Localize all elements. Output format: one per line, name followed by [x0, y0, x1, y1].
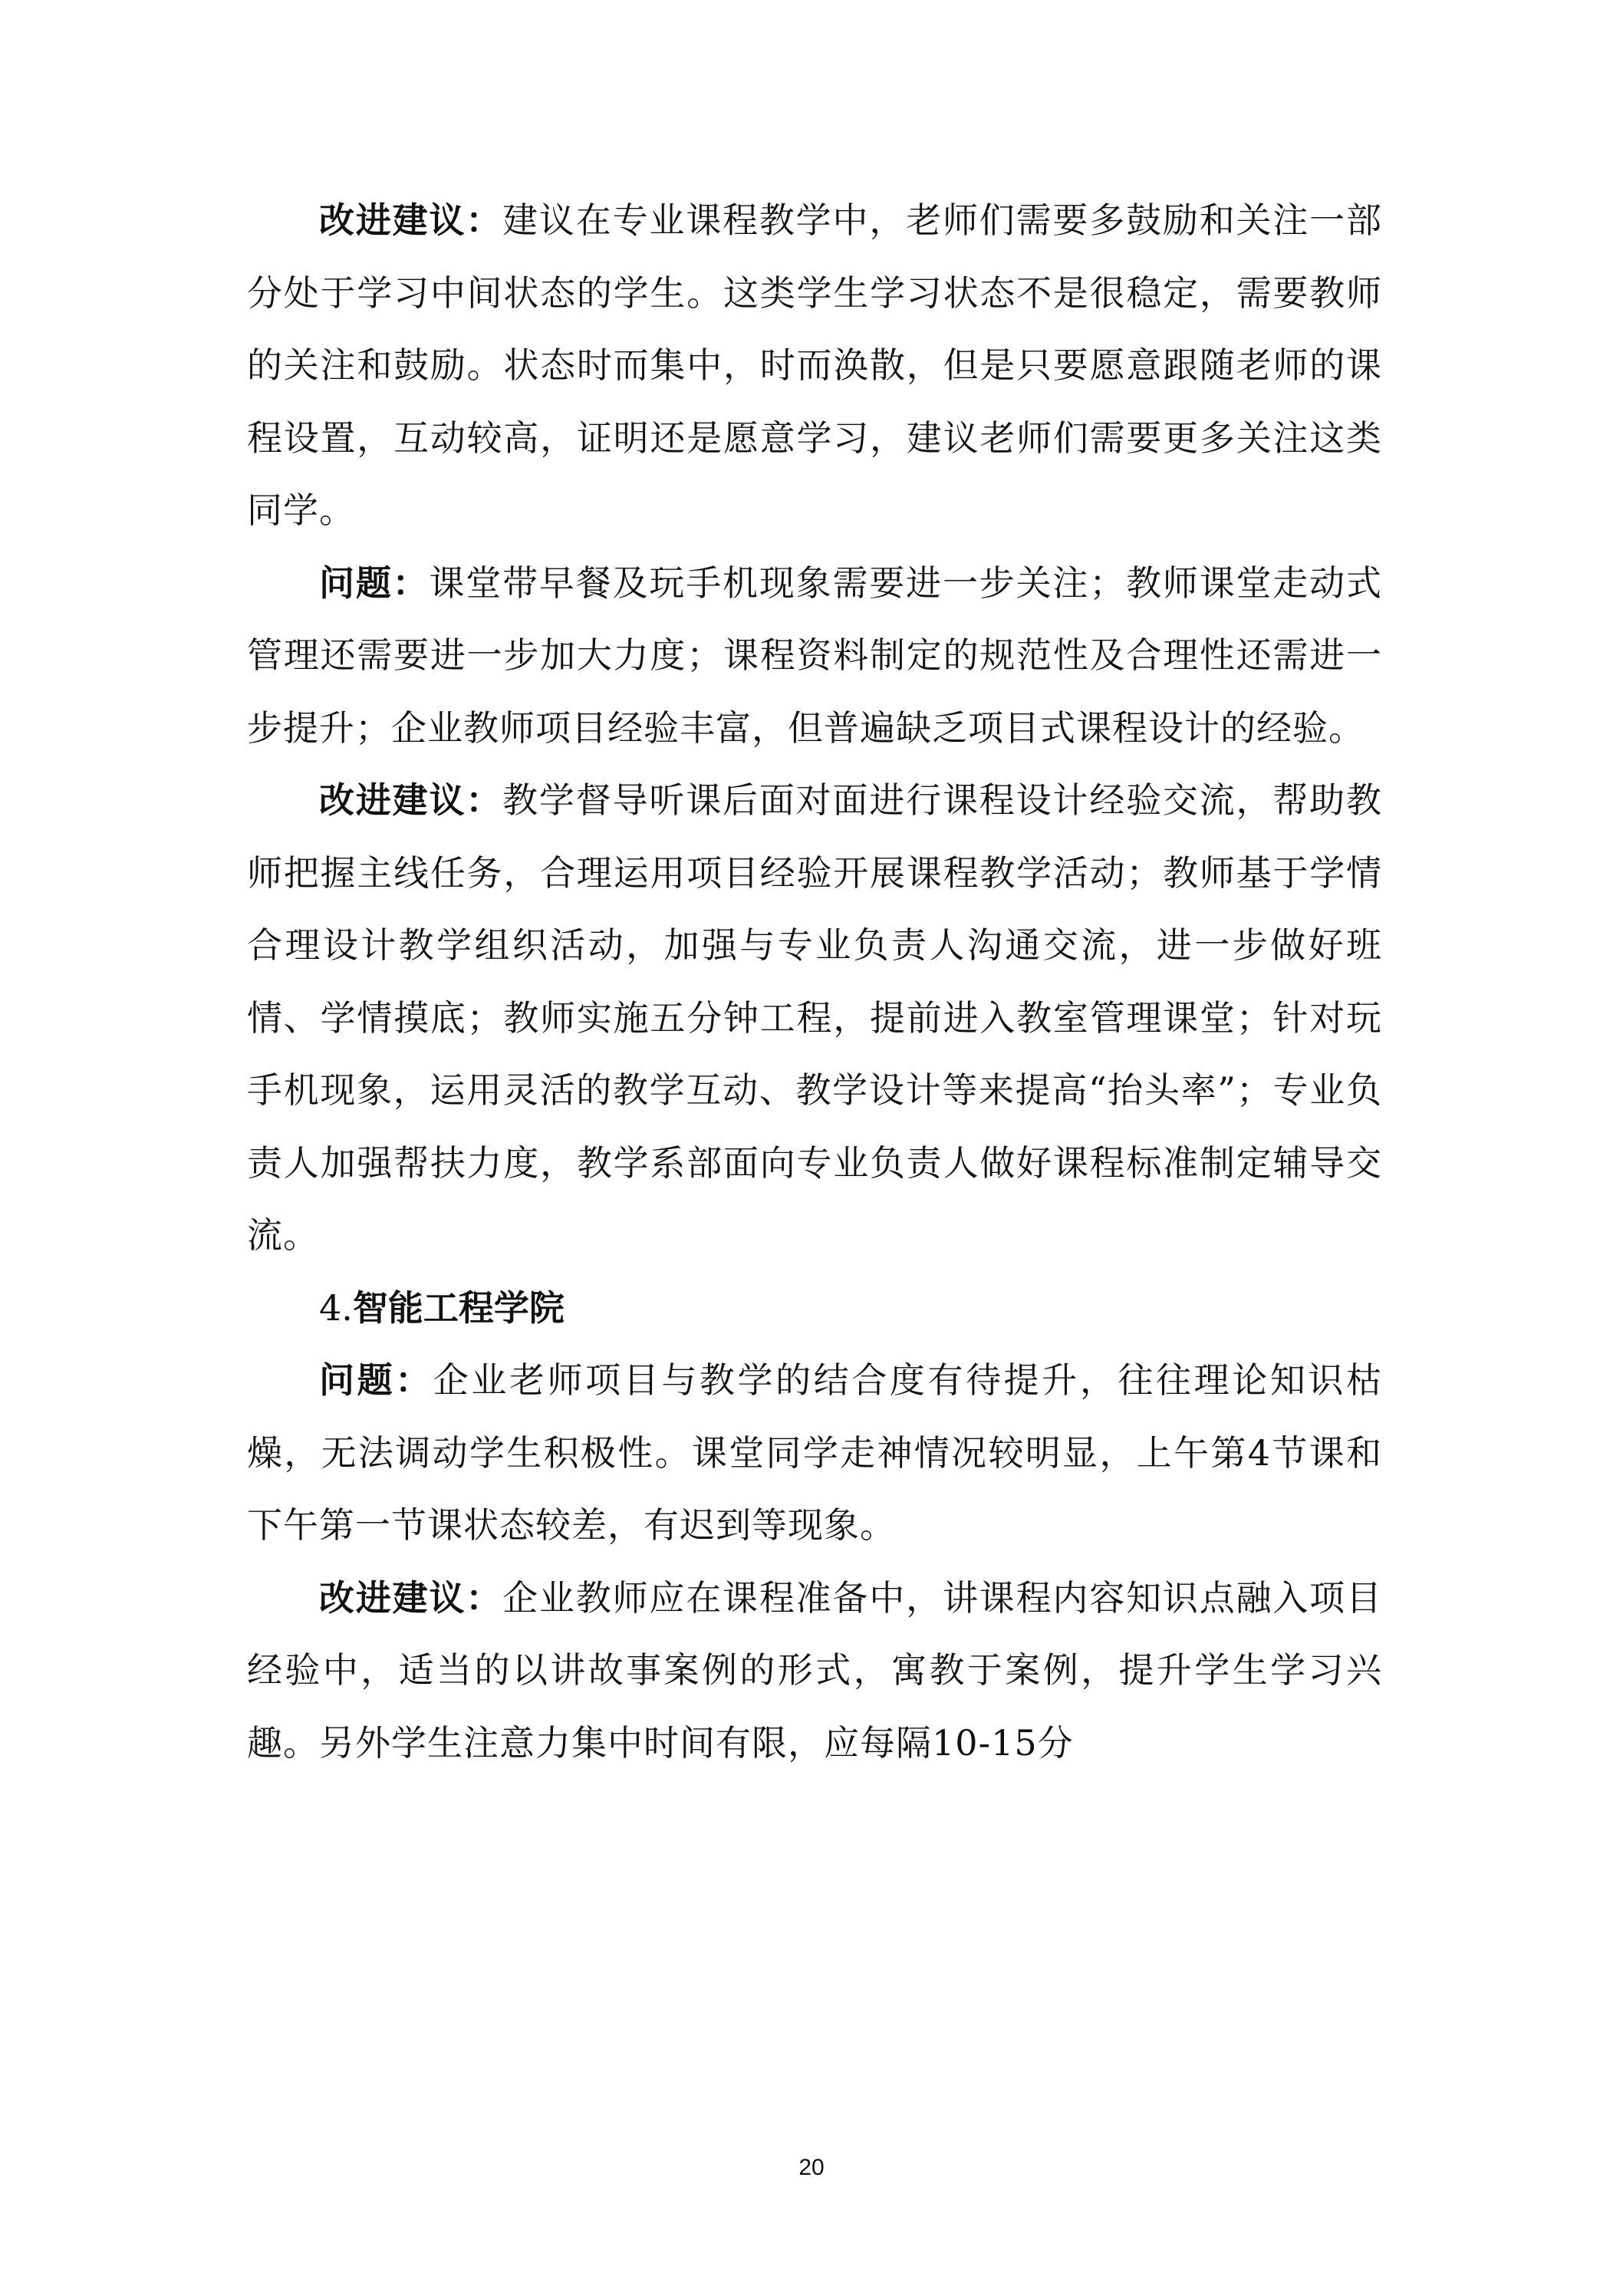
page-number: 20 [798, 2155, 825, 2180]
paragraph-lead-label: 改进建议： [319, 1576, 503, 1619]
document-body [247, 184, 1382, 1779]
paragraph-text: 教学督导听课后面对面进行课程设计经验交流，帮助教师把握主线任务，合理运用项目经验开展课程教学活动；教师基于学情合理设计教学组织活动，加强与专业负责人沟通交流，进一步做好班情、学情摸底；教师实施五分钟工程，提前进入教室管理课堂；针对玩手机现象，运用灵活的教学互动、教学设计等来提高“抬头率”；专业负责人加强帮扶力度，教学系部面向专业负责人做好课程标准制定辅导交流。 [247, 779, 1383, 1256]
paragraph-text: 建议在专业课程教学中，老师们需要多鼓励和关注一部分处于学习中间状态的学生。这类学生学习状态不是很稳定，需要教师的关注和鼓励。状态时而集中，时而涣散，但是只要愿意跟随老师的课程设置，互动较高，证明还是愿意学习，建议老师们需要更多关注这类同学。 [247, 199, 1383, 531]
paragraph-problem-1 [247, 547, 1382, 765]
paragraph-text: 企业老师项目与教学的结合度有待提升，往往理论知识枯燥，无法调动学生积极性。课堂同学走神情况较明显，上午第4节课和下午第一节课状态较差，有迟到等现象。 [247, 1359, 1383, 1546]
paragraph-lead-label: 改进建议： [319, 779, 503, 821]
paragraph-suggestion-1 [247, 184, 1382, 547]
section-title: 智能工程学院 [352, 1286, 565, 1329]
paragraph-text: 课堂带早餐及玩手机现象需要进一步关注；教师课堂走动式管理还需要进一步加大力度；课程资料制定的规范性及合理性还需进一步提升；企业教师项目经验丰富，但普遍缺乏项目式课程设计的经验。 [247, 562, 1383, 749]
paragraph-lead-label: 问题： [319, 562, 430, 604]
paragraph-problem-2 [247, 1344, 1382, 1562]
paragraph-lead-label: 改进建议： [319, 199, 503, 241]
paragraph-suggestion-2 [247, 764, 1382, 1272]
paragraph-text: 企业教师应在课程准备中，讲课程内容知识点融入项目经验中，适当的以讲故事案例的形式，寓教于案例，提升学生学习兴趣。另外学生注意力集中时间有限，应每隔10-15分 [247, 1576, 1383, 1764]
section-heading [247, 1272, 1382, 1345]
paragraph-lead-label: 问题： [319, 1359, 433, 1401]
section-number: 4. [319, 1286, 353, 1329]
paragraph-suggestion-3 [247, 1562, 1382, 1780]
